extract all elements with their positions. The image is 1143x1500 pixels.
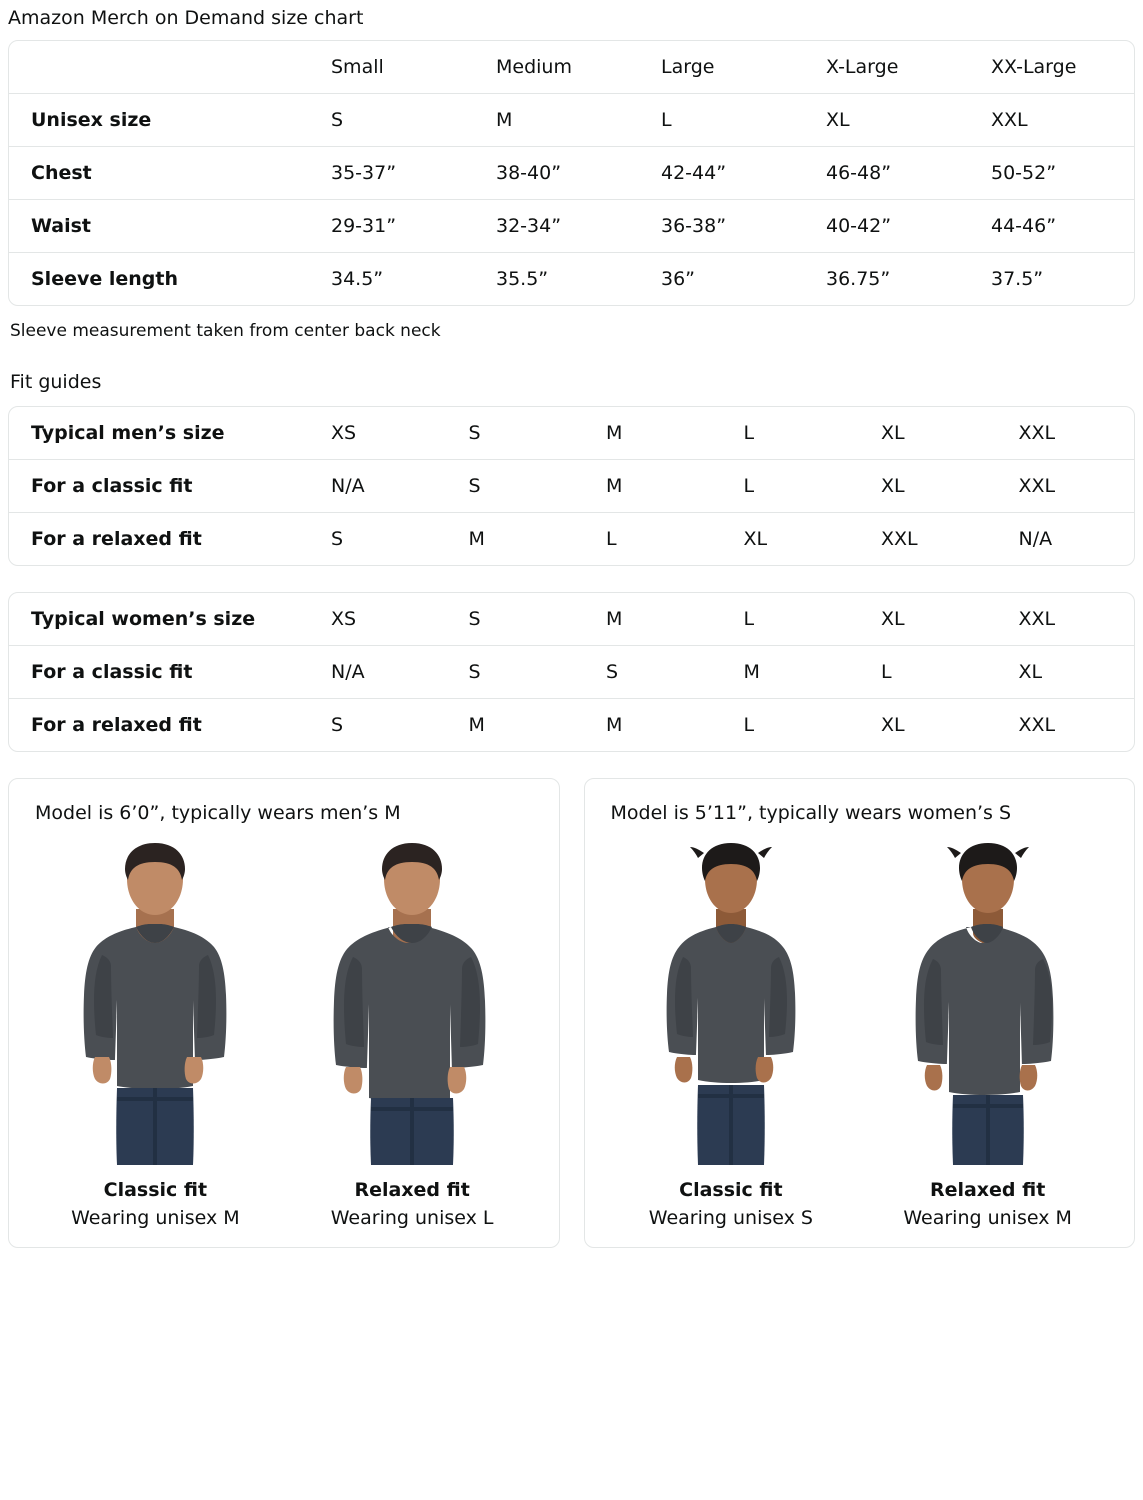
table-row — [9, 646, 1134, 699]
cell-sleeve-medium: 35.5” — [474, 253, 639, 306]
cell-mens-classic-3: M — [584, 460, 722, 513]
row-label-womens-classic-fit: For a classic fit — [9, 646, 309, 699]
cell-mens-typical-5: XL — [881, 422, 905, 444]
womens-model-card — [584, 778, 1136, 1248]
male-model-relaxed-image — [307, 835, 517, 1165]
table-header-row — [9, 41, 1134, 94]
cell-chest-xxlarge: 50-52” — [969, 147, 1134, 200]
cell-mens-typical-2: S — [468, 422, 481, 444]
row-label-mens-relaxed-fit: For a relaxed fit — [9, 513, 309, 566]
mens-model-card — [8, 778, 560, 1248]
cell-mens-relaxed-5: XXL — [859, 513, 997, 566]
female-model-relaxed-image — [883, 835, 1093, 1165]
cell-womens-classic-4: M — [722, 646, 860, 699]
cell-womens-typical-4: L — [743, 608, 755, 630]
cell-mens-typical-3: M — [606, 422, 623, 444]
table-row — [9, 147, 1134, 200]
cell-waist-xlarge: 40-42” — [804, 200, 969, 253]
column-header-medium: Medium — [496, 56, 572, 78]
cell-womens-typical-2: S — [468, 608, 481, 630]
cell-sleeve-large: 36” — [639, 253, 804, 306]
size-chart-table — [9, 41, 1134, 305]
row-label-womens-relaxed-fit: For a relaxed fit — [9, 699, 309, 752]
column-header-small: Small — [331, 56, 384, 78]
womens-model-caption: Model is 5’11”, typically wears women’s S — [610, 802, 1012, 824]
womens-relaxed-fit-label: Relaxed fit — [929, 1179, 1046, 1201]
womens-classic-fit-figure — [603, 835, 860, 1229]
table-row — [9, 460, 1134, 513]
cell-mens-relaxed-1: S — [309, 513, 447, 566]
cell-mens-classic-2: S — [447, 460, 585, 513]
cell-sleeve-xxlarge: 37.5” — [969, 253, 1134, 306]
cell-womens-relaxed-2: M — [447, 699, 585, 752]
fit-guides-label: Fit guides — [10, 371, 102, 393]
table-row — [9, 407, 1134, 460]
cell-womens-relaxed-1: S — [309, 699, 447, 752]
womens-classic-fit-wearing: Wearing unisex S — [648, 1207, 813, 1229]
cell-womens-classic-3: S — [584, 646, 722, 699]
female-model-classic-image — [626, 835, 836, 1165]
cell-chest-small: 35-37” — [309, 147, 474, 200]
mens-fit-table — [9, 407, 1134, 565]
cell-mens-typical-6: XXL — [1018, 422, 1056, 444]
table-row — [9, 253, 1134, 306]
mens-model-pair — [27, 835, 541, 1229]
cell-mens-relaxed-4: XL — [722, 513, 860, 566]
cell-womens-typical-5: XL — [881, 608, 905, 630]
cell-unisex-medium: M — [474, 94, 639, 147]
sleeve-measurement-note: Sleeve measurement taken from center back neck — [10, 321, 441, 341]
cell-mens-typical-1: XS — [331, 422, 357, 444]
cell-mens-typical-4: L — [743, 422, 755, 444]
cell-unisex-xlarge: XL — [804, 94, 969, 147]
table-row — [9, 513, 1134, 566]
cell-mens-relaxed-2: M — [447, 513, 585, 566]
mens-fit-table-card — [8, 406, 1135, 566]
table-row — [9, 94, 1134, 147]
cell-unisex-xxlarge: XXL — [969, 94, 1134, 147]
cell-womens-typical-3: M — [606, 608, 623, 630]
cell-mens-relaxed-6: N/A — [997, 513, 1135, 566]
page-title: Amazon Merch on Demand size chart — [8, 7, 364, 29]
column-header-xxlarge: XX-Large — [991, 56, 1077, 78]
column-header-xlarge: X-Large — [826, 56, 899, 78]
cell-womens-classic-6: XL — [997, 646, 1135, 699]
cell-unisex-small: S — [309, 94, 474, 147]
mens-relaxed-fit-label: Relaxed fit — [354, 1179, 470, 1201]
mens-relaxed-fit-wearing: Wearing unisex L — [330, 1207, 494, 1229]
column-header-large: Large — [661, 56, 715, 78]
cell-womens-relaxed-5: XL — [859, 699, 997, 752]
cell-mens-classic-4: L — [722, 460, 860, 513]
table-row — [9, 200, 1134, 253]
cell-womens-relaxed-3: M — [584, 699, 722, 752]
cell-mens-relaxed-3: L — [584, 513, 722, 566]
cell-waist-medium: 32-34” — [474, 200, 639, 253]
cell-womens-classic-2: S — [447, 646, 585, 699]
cell-chest-xlarge: 46-48” — [804, 147, 969, 200]
table-row — [9, 593, 1134, 646]
model-cards — [8, 778, 1135, 1248]
column-header-blank — [9, 41, 309, 94]
cell-chest-large: 42-44” — [639, 147, 804, 200]
row-label-waist: Waist — [9, 200, 309, 253]
womens-relaxed-fit-wearing: Wearing unisex M — [903, 1207, 1072, 1229]
cell-mens-classic-5: XL — [859, 460, 997, 513]
womens-fit-table-card — [8, 592, 1135, 752]
cell-womens-relaxed-6: XXL — [997, 699, 1135, 752]
row-label-typical-womens-size: Typical women’s size — [31, 608, 256, 630]
row-label-chest: Chest — [9, 147, 309, 200]
cell-chest-medium: 38-40” — [474, 147, 639, 200]
male-model-classic-image — [50, 835, 260, 1165]
mens-classic-fit-label: Classic fit — [103, 1179, 208, 1201]
row-label-typical-mens-size: Typical men’s size — [31, 422, 225, 444]
womens-relaxed-fit-figure — [859, 835, 1116, 1229]
cell-womens-typical-1: XS — [331, 608, 357, 630]
cell-womens-typical-6: XXL — [1018, 608, 1056, 630]
womens-fit-table — [9, 593, 1134, 751]
cell-waist-small: 29-31” — [309, 200, 474, 253]
row-label-sleeve-length: Sleeve length — [9, 253, 309, 306]
mens-relaxed-fit-figure — [284, 835, 541, 1229]
cell-sleeve-xlarge: 36.75” — [804, 253, 969, 306]
row-label-unisex-size: Unisex size — [9, 94, 309, 147]
cell-womens-classic-5: L — [859, 646, 997, 699]
cell-unisex-large: L — [639, 94, 804, 147]
row-label-mens-classic-fit: For a classic fit — [9, 460, 309, 513]
cell-womens-classic-1: N/A — [309, 646, 447, 699]
mens-classic-fit-figure — [27, 835, 284, 1229]
mens-classic-fit-wearing: Wearing unisex M — [71, 1207, 240, 1229]
womens-model-pair — [603, 835, 1117, 1229]
cell-womens-relaxed-4: L — [722, 699, 860, 752]
cell-waist-large: 36-38” — [639, 200, 804, 253]
cell-mens-classic-6: XXL — [997, 460, 1135, 513]
cell-sleeve-small: 34.5” — [309, 253, 474, 306]
cell-waist-xxlarge: 44-46” — [969, 200, 1134, 253]
table-row — [9, 699, 1134, 752]
mens-model-caption: Model is 6’0”, typically wears men’s M — [35, 802, 401, 824]
womens-classic-fit-label: Classic fit — [679, 1179, 783, 1201]
cell-mens-classic-1: N/A — [309, 460, 447, 513]
size-chart-table-card — [8, 40, 1135, 306]
